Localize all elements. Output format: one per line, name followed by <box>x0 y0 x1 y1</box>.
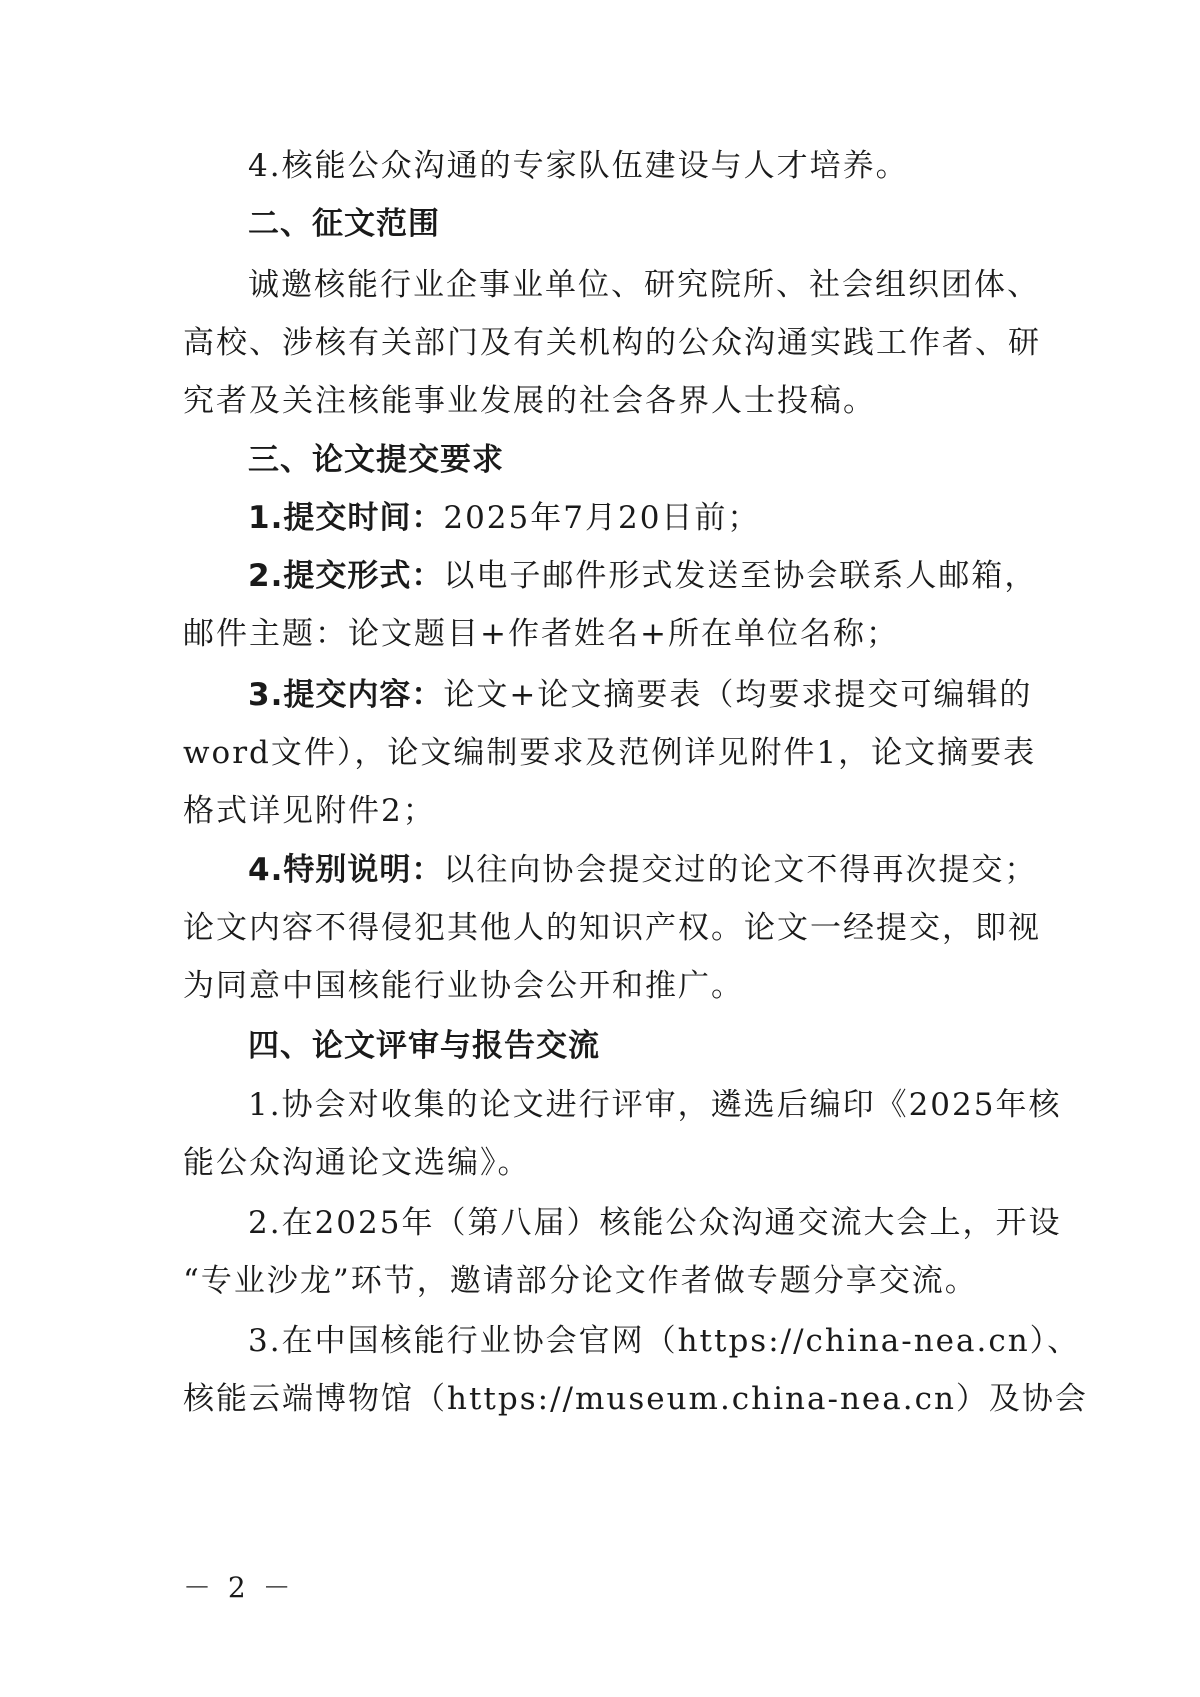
section-4-item-2-line1: 2.在2025年（第八届）核能公众沟通交流大会上，开设 <box>248 1205 1062 1241</box>
requirement-2-label: 2.提交形式： <box>248 558 444 594</box>
requirement-2 <box>248 556 1038 596</box>
section-2-paragraph-line2: 高校、涉核有关部门及有关机构的公众沟通实践工作者、研 <box>183 325 1041 361</box>
requirement-3 <box>248 675 1033 715</box>
requirement-4 <box>248 850 1038 890</box>
requirement-3-line2: word文件），论文编制要求及范例详见附件1，论文摘要表 <box>183 735 1037 771</box>
requirement-4-line2: 论文内容不得侵犯其他人的知识产权。论文一经提交，即视 <box>183 910 1041 946</box>
section-2-heading: 二、征文范围 <box>248 206 440 242</box>
requirement-3-label: 3.提交内容： <box>248 677 444 713</box>
section-3-heading: 三、论文提交要求 <box>248 442 504 478</box>
page-number: － 2 － <box>183 1571 295 1604</box>
requirement-4-line3: 为同意中国核能行业协会公开和推广。 <box>183 968 744 1004</box>
list-item-4: 4.核能公众沟通的专家队伍建设与人才培养。 <box>248 148 909 184</box>
section-4-item-3-line1: 3.在中国核能行业协会官网（https://china-nea.cn）、 <box>248 1323 1081 1359</box>
requirement-2-line2: 邮件主题：论文题目+作者姓名+所在单位名称； <box>183 616 899 652</box>
requirement-1-text: 2025年7月20日前； <box>443 500 761 536</box>
requirement-3-line3: 格式详见附件2； <box>183 793 436 829</box>
section-4-item-1-line2: 能公众沟通论文选编》。 <box>183 1145 531 1181</box>
section-4-item-1-line1: 1.协会对收集的论文进行评审，遴选后编印《2025年核 <box>248 1087 1062 1123</box>
requirement-2-text: 以电子邮件形式发送至协会联系人邮箱， <box>443 558 1038 594</box>
section-4-item-2-line2: “专业沙龙”环节，邀请部分论文作者做专题分享交流。 <box>183 1263 978 1299</box>
section-4-item-3-line2: 核能云端博物馆（https://museum.china-nea.cn）及协会 <box>183 1381 1088 1417</box>
requirement-1-label: 1.提交时间： <box>248 500 444 536</box>
requirement-4-label: 4.特别说明： <box>248 852 444 888</box>
section-2-paragraph-line1: 诚邀核能行业企事业单位、研究院所、社会组织团体、 <box>248 267 1040 303</box>
requirement-1 <box>248 498 1023 538</box>
section-4-heading: 四、论文评审与报告交流 <box>248 1028 600 1064</box>
section-2-paragraph-line3: 究者及关注核能事业发展的社会各界人士投稿。 <box>183 383 876 419</box>
requirement-4-text: 以往向协会提交过的论文不得再次提交； <box>443 852 1038 888</box>
requirement-3-text: 论文+论文摘要表（均要求提交可编辑的 <box>443 677 1033 713</box>
